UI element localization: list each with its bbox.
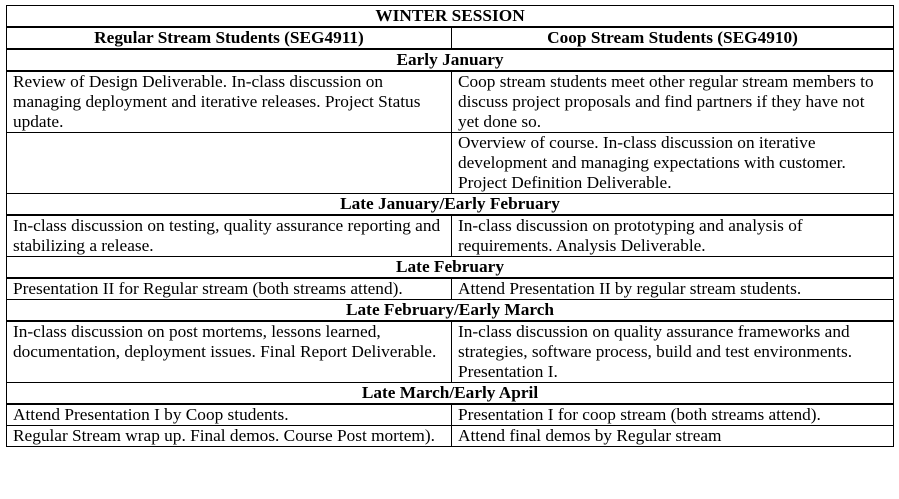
- coop-stream-activity: Presentation I for coop stream (both streams attend).: [452, 404, 894, 426]
- table-row: [7, 71, 894, 133]
- period-row: [7, 49, 894, 71]
- regular-stream-activity: In-class discussion on post mortems, lessons learned, documentation, deployment issues. Final Report Deliverable.: [7, 321, 452, 383]
- coop-stream-activity: In-class discussion on quality assurance frameworks and strategies, software process, build and test environments. Presentation I.: [452, 321, 894, 383]
- regular-stream-activity: [7, 133, 452, 194]
- period-row: [7, 257, 894, 279]
- period-row: [7, 194, 894, 216]
- regular-stream-activity: Presentation II for Regular stream (both streams attend).: [7, 278, 452, 300]
- coop-stream-activity: Attend final demos by Regular stream: [452, 426, 894, 447]
- coop-stream-column-header: Coop Stream Students (SEG4910): [452, 27, 894, 49]
- session-title: WINTER SESSION: [7, 6, 894, 28]
- period-early-january: Early January: [7, 49, 894, 71]
- table-row: [7, 133, 894, 194]
- regular-stream-activity: Regular Stream wrap up. Final demos. Course Post mortem).: [7, 426, 452, 447]
- period-late-march-early-april: Late March/Early April: [7, 383, 894, 405]
- table-row: [7, 426, 894, 447]
- table-row: [7, 215, 894, 257]
- coop-stream-activity: Overview of course. In-class discussion on iterative development and managing expectations with customer. Project Definition Deliverable.: [452, 133, 894, 194]
- regular-stream-activity: In-class discussion on testing, quality assurance reporting and stabilizing a release.: [7, 215, 452, 257]
- session-title-row: [7, 6, 894, 28]
- regular-stream-activity: Review of Design Deliverable. In-class discussion on managing deployment and iterative releases. Project Status update.: [7, 71, 452, 133]
- period-late-february: Late February: [7, 257, 894, 279]
- coop-stream-activity: Coop stream students meet other regular stream members to discuss project proposals and find partners if they have not yet done so.: [452, 71, 894, 133]
- table-row: [7, 278, 894, 300]
- regular-stream-column-header: Regular Stream Students (SEG4911): [7, 27, 452, 49]
- table-row: [7, 404, 894, 426]
- winter-session-schedule-table: [6, 5, 894, 447]
- stream-header-row: [7, 27, 894, 49]
- regular-stream-activity: Attend Presentation I by Coop students.: [7, 404, 452, 426]
- period-late-february-early-march: Late February/Early March: [7, 300, 894, 322]
- period-row: [7, 300, 894, 322]
- coop-stream-activity: In-class discussion on prototyping and analysis of requirements. Analysis Deliverable.: [452, 215, 894, 257]
- coop-stream-activity: Attend Presentation II by regular stream students.: [452, 278, 894, 300]
- period-row: [7, 383, 894, 405]
- period-late-january-early-february: Late January/Early February: [7, 194, 894, 216]
- table-row: [7, 321, 894, 383]
